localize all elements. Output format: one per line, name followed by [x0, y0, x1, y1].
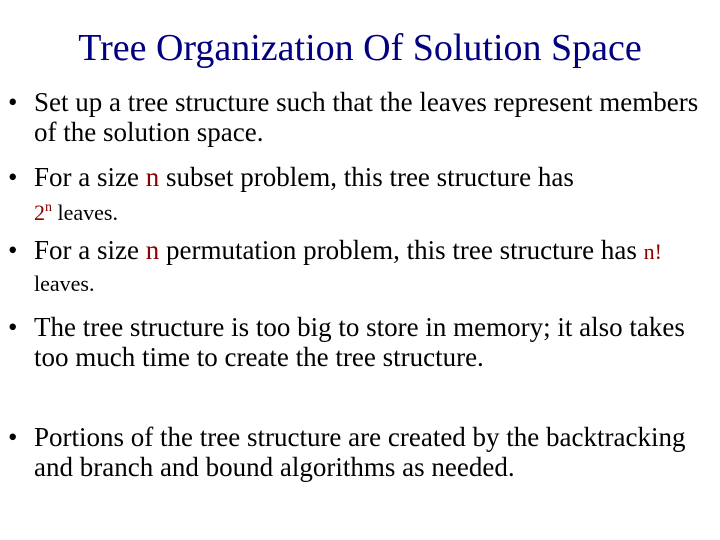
bullet-marker: •: [8, 87, 18, 117]
variable-n: n: [145, 162, 160, 192]
bullet-text-part: subset problem, this tree structure has: [159, 162, 574, 192]
bullet-text-part: permutation problem, this tree structure has: [159, 235, 644, 265]
leaf-count-line: [34, 196, 708, 228]
bullet-text: Set up a tree structure such that the leaves represent members of the solution space.: [34, 87, 699, 147]
power-exponent: n: [45, 200, 52, 215]
factorial-n: n!: [643, 239, 662, 264]
bullet-text: The tree structure is too big to store in memory; it also takes too much time to create the tree structure.: [34, 312, 685, 372]
bullet-text: Portions of the tree structure are created by the backtracking and branch and bound algorithms as needed.: [34, 422, 686, 482]
variable-n: n: [145, 235, 160, 265]
bullet-text-part: For a size: [34, 235, 146, 265]
bullet-marker: •: [8, 312, 18, 342]
bullet-text-part: For a size: [34, 162, 146, 192]
bullet-text-tail: leaves.: [34, 271, 95, 296]
slide-title: Tree Organization Of Solution Space: [78, 27, 642, 69]
bullet-marker: •: [8, 422, 18, 452]
bullet-marker: •: [8, 162, 18, 192]
bullet-marker: •: [8, 235, 18, 265]
bullet-text-tail: leaves.: [52, 200, 118, 225]
power-base: 2: [34, 200, 45, 225]
bullet-text: [34, 235, 708, 299]
bullet-text: [34, 162, 708, 228]
